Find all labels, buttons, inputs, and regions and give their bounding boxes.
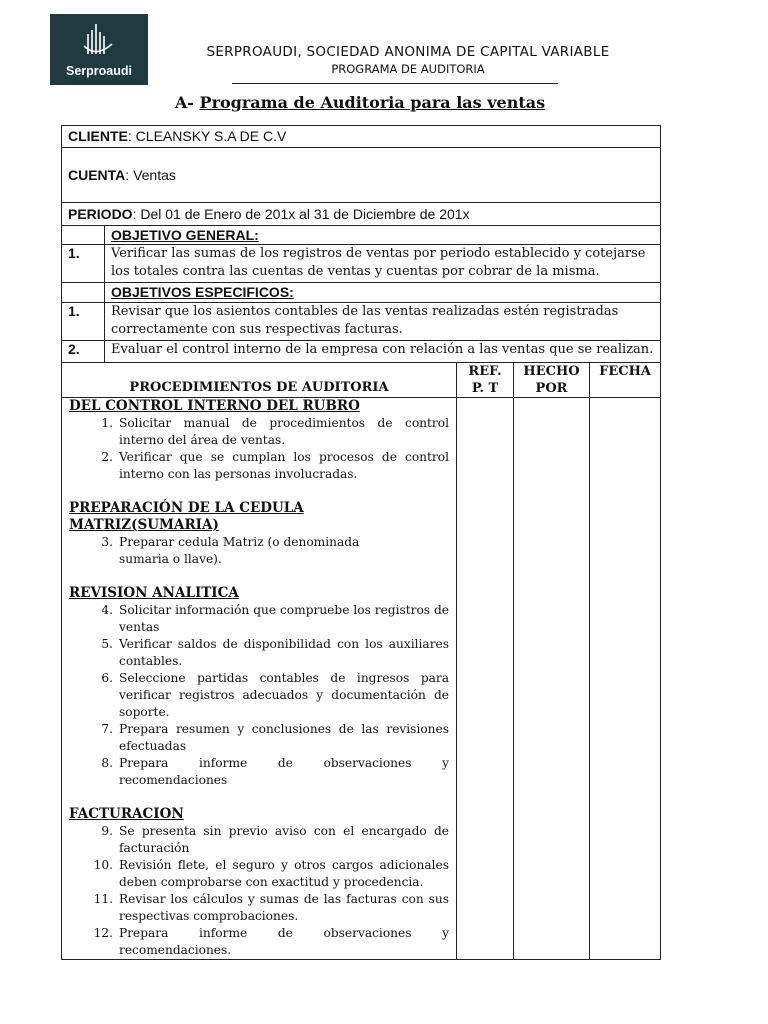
objetivo-especifico-row — [62, 303, 661, 341]
cliente-label: CLIENTE — [68, 128, 128, 144]
step-text: Revisar los cálculos y sumas de las facturas con sus respectivas comprobaciones. — [119, 892, 449, 923]
procedure-step — [69, 823, 449, 857]
logo-building-icon — [80, 20, 118, 56]
objetivo-especifico-number: 2. — [62, 341, 105, 363]
step-number: 5. — [101, 637, 113, 651]
step-list — [69, 823, 449, 959]
header-divider — [232, 83, 558, 84]
periodo-row — [62, 203, 661, 226]
objetivo-general-text: Verificar las sumas de los registros de ventas por periodo establecido y cotejarse los totales contra las cuentas de ventas y cuentas por cobrar de la misma. — [105, 245, 661, 283]
periodo-label: PERIODO — [68, 206, 133, 222]
spacer — [69, 568, 449, 585]
step-text: Se presenta sin previo aviso con el encargado de facturación — [119, 824, 449, 855]
ref-header-line1: REF. — [468, 364, 502, 379]
procedure-step — [69, 755, 449, 789]
section-title: REVISION ANALITICA — [69, 585, 239, 601]
step-number: 4. — [101, 603, 113, 617]
hecho-column-cell — [514, 398, 590, 960]
objetivo-especifico-row — [62, 341, 661, 363]
title-prefix: A- — [174, 93, 194, 112]
cuenta-label: CUENTA — [68, 167, 126, 183]
ref-header-line2: P. T — [471, 381, 499, 396]
step-text: Solicitar información que compruebe los registros de ventas — [119, 603, 449, 634]
procedure-step — [69, 602, 449, 636]
procedure-step — [69, 891, 449, 925]
procedure-step — [69, 721, 449, 755]
title-main: Programa de Auditoria para las ventas — [199, 93, 546, 112]
logo-text: Serproaudi — [66, 64, 132, 78]
columns-header-row — [62, 363, 661, 398]
step-list — [69, 534, 449, 568]
step-number: 12. — [93, 926, 113, 940]
program-subtitle: PROGRAMA DE AUDITORIA — [331, 62, 485, 76]
step-number: 1. — [101, 416, 113, 430]
cliente-value: : CLEANSKY S.A DE C.V — [127, 128, 287, 144]
step-number: 3. — [101, 535, 113, 549]
document-title — [60, 93, 660, 112]
hecho-header — [514, 363, 590, 398]
objetivo-especifico-text: Revisar que los asientos contables de las ventas realizadas estén registradas correctamente con sus respectivas facturas. — [105, 303, 661, 341]
periodo-value: : Del 01 de Enero de 201x al 31 de Diciembre de 201x — [132, 206, 470, 222]
procedure-step — [69, 670, 449, 721]
step-list — [69, 602, 449, 789]
procedures-row — [62, 398, 661, 960]
procedure-step — [69, 449, 449, 483]
step-text: Seleccione partidas contables de ingresos para verificar registros adecuados y documentación de soporte. — [119, 671, 449, 719]
step-text: Prepara informe de observaciones y recomendaciones — [119, 756, 449, 787]
objetivo-general-row — [62, 245, 661, 283]
objetivo-especifico-number: 1. — [62, 303, 105, 341]
step-text: Prepara informe de observaciones y recomendaciones. — [119, 926, 449, 957]
procedimientos-header: PROCEDIMIENTOS DE AUDITORIA — [62, 363, 457, 398]
cuenta-row — [62, 148, 661, 203]
step-number: 6. — [101, 671, 113, 685]
hecho-header-line1: HECHO — [523, 364, 580, 379]
step-text: Prepara resumen y conclusiones de las revisiones efectuadas — [119, 722, 449, 753]
procedure-step — [69, 534, 449, 568]
spacer — [69, 483, 449, 500]
procedure-step — [69, 636, 449, 670]
section-title: DEL CONTROL INTERNO DEL RUBRO — [69, 398, 360, 414]
step-number: 8. — [101, 756, 113, 770]
section-title: PREPARACIÓN DE LA CEDULA MATRIZ(SUMARIA) — [69, 500, 304, 533]
objetivos-especificos-heading-row — [62, 283, 661, 303]
step-text: Verificar que se cumplan los procesos de control interno con las personas involucradas. — [119, 450, 449, 481]
cliente-row — [62, 126, 661, 148]
step-number: 9. — [101, 824, 113, 838]
cuenta-value: : Ventas — [125, 167, 176, 183]
step-list — [69, 415, 449, 483]
step-text: Verificar saldos de disponibilidad con los auxiliares contables. — [119, 637, 449, 668]
procedures-cell — [62, 398, 457, 960]
company-logo — [50, 14, 148, 85]
step-number: 11. — [93, 892, 113, 906]
spacer — [69, 789, 449, 806]
ref-column-cell — [457, 398, 514, 960]
fecha-column-cell — [590, 398, 661, 960]
objetivo-general-number: 1. — [62, 245, 105, 283]
objetivos-especificos-heading: OBJETIVOS ESPECIFICOS: — [105, 283, 661, 303]
step-number: 2. — [101, 450, 113, 464]
procedure-step — [69, 415, 449, 449]
hecho-header-line2: POR — [535, 381, 568, 396]
audit-program-table — [61, 125, 661, 960]
objetivo-especifico-text: Evaluar el control interno de la empresa con relación a las ventas que se realizan. — [105, 341, 661, 363]
fecha-header: FECHA — [590, 363, 661, 398]
procedure-step — [69, 925, 449, 959]
step-text: Solicitar manual de procedimientos de control interno del área de ventas. — [119, 416, 449, 447]
objetivo-general-heading-row — [62, 226, 661, 245]
section-title: FACTURACION — [69, 806, 184, 822]
company-name: SERPROAUDI, SOCIEDAD ANONIMA DE CAPITAL VARIABLE — [206, 44, 610, 60]
procedure-step — [69, 857, 449, 891]
step-text: Revisión flete, el seguro y otros cargos adicionales deben comprobarse con exactitud y procedencia. — [119, 858, 449, 889]
step-number: 7. — [101, 722, 113, 736]
step-text: Preparar cedula Matriz (o denominada sumaria o llave). — [119, 535, 360, 566]
objetivo-general-heading: OBJETIVO GENERAL: — [105, 226, 661, 245]
ref-header — [457, 363, 514, 398]
step-number: 10. — [93, 858, 113, 872]
